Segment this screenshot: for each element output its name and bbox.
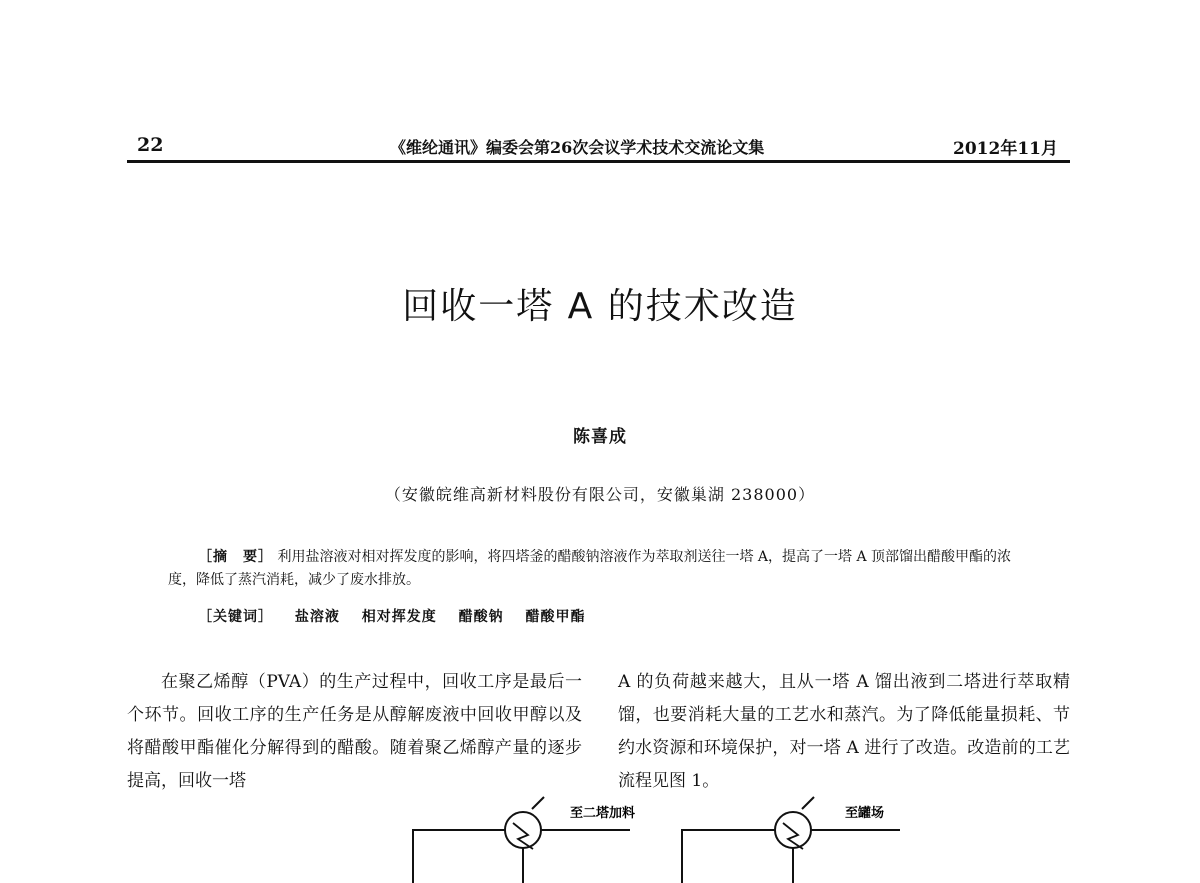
- keywords-label: ［关键词］: [198, 609, 273, 625]
- keyword: 醋酸甲酯: [525, 609, 586, 625]
- condenser-left-vent: [532, 797, 544, 809]
- pipe-left-loop: [413, 830, 505, 883]
- abstract-text: 利用盐溶液对相对挥发度的影响，将四塔釜的醋酸钠溶液作为萃取剂送往一塔 A，提高了一塔 A 顶部馏出醋酸甲酯的浓度，降低了蒸汽消耗，减少了废水排放。: [168, 549, 1012, 588]
- body-right-column: A 的负荷越来越大，且从一塔 A 馏出液到二塔进行萃取精馏，也要消耗大量的工艺水和蒸汽。为了降低能量损耗、节约水资源和环境保护，对一塔 A 进行了改造。改造前的工艺流程见图 1。: [618, 672, 1070, 791]
- header-rule: [127, 160, 1070, 163]
- label-to-tower-two: 至二塔加料: [570, 806, 636, 821]
- keywords: [198, 606, 1038, 626]
- condenser-right-vent: [802, 797, 814, 809]
- journal-title: 《维纶通讯》编委会第26次会议学术技术交流论文集: [390, 138, 765, 157]
- abstract-label: ［摘 要］: [198, 549, 273, 565]
- process-flow-diagram: [380, 795, 940, 883]
- condenser-right-coil: [783, 823, 803, 849]
- keyword: 盐溶液: [294, 609, 340, 625]
- paper-title: 回收一塔 A 的技术改造: [402, 286, 798, 327]
- page-number: 22: [137, 134, 164, 156]
- keyword: 相对挥发度: [361, 609, 437, 625]
- abstract: [168, 546, 1038, 592]
- body-left-column: 在聚乙烯醇（PVA）的生产过程中，回收工序是最后一个环节。回收工序的生产任务是从醇解废液中回收甲醇以及将醋酸甲酯催化分解得到的醋酸。随着聚乙烯醇产量的逐步提高，回收一塔: [127, 672, 582, 791]
- issue-date: 2012年11月: [953, 139, 1058, 159]
- pipe-right-loop: [682, 830, 775, 883]
- affiliation: （安徽皖维高新材料股份有限公司，安徽巢湖 238000）: [384, 485, 816, 504]
- condenser-left-coil: [513, 823, 533, 849]
- keyword: 醋酸钠: [458, 609, 504, 625]
- label-to-tank-farm: 至罐场: [845, 806, 885, 821]
- author-name: 陈喜成: [573, 427, 627, 447]
